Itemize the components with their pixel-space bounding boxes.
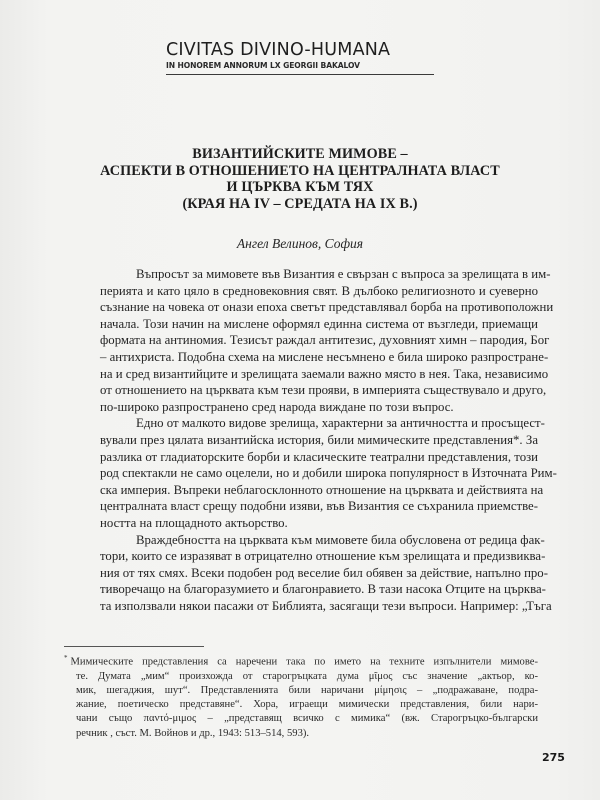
text-line: Едно от малкото видове зрелища, характерни за античността и просъщест-	[136, 416, 545, 431]
text-line: тиворечащо на благоразумието и благонравието. В тази насока Отците на църква-	[100, 582, 546, 597]
title-line: И ЦЪРКВА КЪМ ТЯХ	[226, 179, 374, 195]
running-header	[166, 40, 391, 75]
series-subtitle: IN HONOREM ANNORUM LX GEORGII BAKALOV	[166, 61, 360, 70]
article-body	[64, 266, 557, 614]
footnote-line: жание, поетическо представяне“. Хора, играещи мимически представления, били нари-	[76, 699, 538, 711]
text-line: та използвали някои пасажи от Библията, засягащи тези въпроси. Например: „Тъга	[100, 598, 552, 613]
footnote	[64, 651, 538, 741]
text-line: ния от тях смях. Всеки подобен род веселие бил обявен за действие, напълно про-	[100, 565, 548, 580]
series-title: CIVITAS DIVINO-HUMANA	[166, 40, 391, 60]
footnote-separator	[64, 646, 204, 647]
text-line: по-широко разпространено сред народа виждане по този въпрос.	[100, 399, 454, 414]
text-line: от отношението на църквата към тези прояви, в империята съществувало и друго,	[100, 383, 547, 398]
header-rule	[166, 74, 434, 75]
text-line: Враждебността на църквата към мимовете била обусловена от редица фак-	[136, 532, 545, 547]
text-line: съзнание на човека от онази епоха светът представлявал борба на противоположни	[100, 300, 554, 315]
author-byline: Ангел Велинов, София	[236, 236, 364, 251]
footnote-text: Мимическите представления са наречени така по името на техните изпълнители мимове-	[70, 656, 538, 668]
footnote-marker: *	[64, 654, 68, 662]
footnote-line: речник , съст. М. Войнов и др., 1943: 513–514, 593).	[76, 727, 310, 739]
footnote-line: мик, шегаджия, шут“. Представленията били наричани μίμησις – „подражаване, подра-	[76, 684, 538, 696]
article-title	[100, 146, 500, 212]
text-line: на и сред византийците и зрелищата заемали важно място в нея. Така, независимо	[100, 366, 549, 381]
text-line: формата на антиномия. Тезисът раждал антитезис, духовният химн – пародия, Бог	[100, 333, 550, 348]
footnote-line: те. Думата „мим“ произхожда от старогръцката дума μῖμος със значение „актьор, ко-	[76, 670, 538, 682]
text-line: – антихриста. Подобна схема на мислене несъмнено е била широко разпростране-	[100, 349, 549, 364]
text-line: централната власт срещу подобни изяви, във Византия се съхранила приемстве-	[100, 499, 538, 514]
text-line: перията и като цяло в средновековния свят. В дълбоко религиозното и суеверно	[100, 283, 538, 298]
title-line: ВИЗАНТИЙСКИТЕ МИМОВЕ –	[192, 146, 408, 162]
page-number: 275	[542, 751, 565, 764]
paragraph	[64, 532, 552, 615]
footnote-body	[64, 670, 538, 741]
text-line: начала. Този начин на мислене оформял единна система от възгледи, приемащи	[100, 316, 538, 331]
paragraph	[64, 415, 557, 531]
title-line: (КРАЯ НА IV – СРЕДАТА НА IX В.)	[182, 195, 418, 212]
text-line: разлика от гладиаторските борби и класическите театрални представления, този	[100, 449, 538, 464]
text-line: ска империя. Въпреки неблагосклонното отношение на църквата и действията на	[100, 482, 544, 497]
paragraph	[64, 266, 554, 415]
text-line: род спектакли не само оцелели, но и добили широка популярност в Източната Рим-	[100, 466, 557, 481]
text-line: тори, които се изразяват в отрицателно отношение към зрелищата и предизвиква-	[100, 549, 546, 564]
title-line: АСПЕКТИ В ОТНОШЕНИЕТО НА ЦЕНТРАЛНАТА ВЛАСТ	[100, 162, 500, 179]
text-line: вували през цялата византийска история, били мимическите представления*. За	[100, 432, 538, 447]
text-line: ността на площадното актьорство.	[100, 515, 288, 530]
footnote-line: чани също παντό-μιμος – „представящ всичко с мимика“ (вж. Старогръцко-български	[76, 713, 538, 725]
text-line: Въпросът за мимовете във Византия е свързан с въпроса за зрелищата в им-	[136, 267, 551, 281]
footnote-line	[64, 651, 538, 670]
